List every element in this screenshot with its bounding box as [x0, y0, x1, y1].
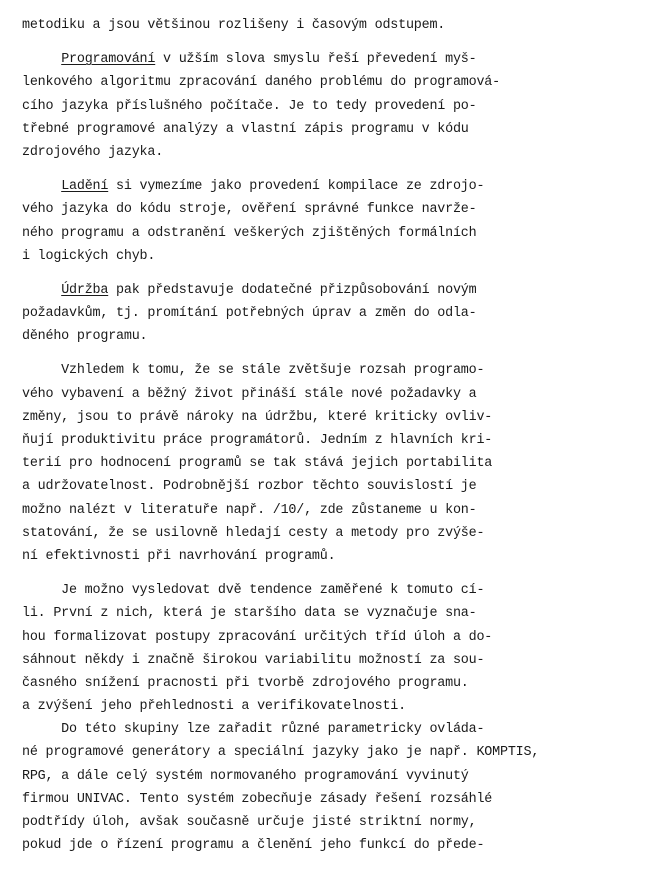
text-line: pokud jde o řízení programu a členění jeho funkcí do přede-: [22, 838, 485, 854]
text-line: možno nalézt v literatuře např. /10/, zde zůstaneme u kon-: [22, 502, 477, 518]
text-line: vého jazyka do kódu stroje, ověření správné funkce navrže-: [22, 202, 477, 218]
text-line: Do této skupiny lze zařadit různé parametricky ovláda-: [22, 722, 485, 738]
text-line: né programové generátory a speciální jazyky jako je např. KOMPTIS,: [22, 745, 540, 761]
text-line: Vzhledem k tomu, že se stále zvětšuje rozsah programo-: [22, 363, 485, 379]
term-ladeni: Ladění: [61, 179, 109, 195]
text-line: RPG, a dále celý systém normovaného programování vyvinutý: [22, 768, 469, 784]
text-line: cího jazyka příslušného počítače. Je to tedy provedení po-: [22, 98, 477, 114]
text-line: statování, že se usilovně hledají cesty a metody pro zvýše-: [22, 525, 485, 541]
text-line: podtřídy úloh, avšak současně určuje jisté striktní normy,: [22, 815, 477, 830]
text-line: li. První z nich, která je staršího data se vyznačuje sna-: [22, 606, 477, 622]
term-programovani: Programování: [61, 52, 156, 68]
text-line: terií pro hodnocení programů se tak stává jejich portabilita: [22, 456, 493, 472]
text-line: hou formalizovat postupy zpracování určitých tříd úloh a do-: [22, 629, 493, 645]
text-line: Údržba pak představuje dodatečné přizpůsobování novým: [61, 282, 477, 298]
paragraph-programovani: [22, 48, 650, 164]
text-line: ňují produktivitu práce programátorů. Jedním z hlavních kri-: [22, 433, 493, 448]
paragraph-udrzba: [22, 279, 650, 349]
paragraph-vzhledem: [22, 359, 650, 568]
text-line: ní efektivnosti při navrhování programů.: [22, 548, 336, 564]
text-line: děného programu.: [22, 329, 148, 345]
text-line: sáhnout někdy i značně širokou variabilitu možností za sou-: [22, 652, 485, 668]
text-line: třebné programové analýzy a vlastní zápis programu v kódu: [22, 121, 469, 137]
text-line: Ladění si vymezíme jako provedení kompilace ze zdrojo-: [61, 179, 485, 195]
text-line: a zvýšení jeho přehlednosti a verifikovatelnosti.: [22, 699, 406, 715]
text-line: Programování v užším slova smyslu řeší převedení myš-: [61, 52, 477, 68]
text-line: Je možno vysledovat dvě tendence zaměřené k tomuto cí-: [22, 583, 485, 599]
text-line: a udržovatelnost. Podrobnější rozbor těchto souvislostí je: [22, 479, 477, 495]
paragraph-ladeni: [22, 175, 650, 268]
text-line: i logických chyb.: [22, 248, 156, 264]
text-line: zdrojového jazyka.: [22, 144, 164, 160]
text-line: metodiku a jsou většinou rozlišeny i časovým odstupem.: [22, 18, 446, 33]
text-line: vého vybavení a běžný život přináší stále nové požadavky a: [22, 386, 477, 402]
paragraph-tendence: [22, 579, 650, 718]
term-udrzba: Údržba: [61, 282, 109, 298]
text-line: lenkového algoritmu zpracování daného problému do programová-: [22, 75, 500, 91]
text-line: firmou UNIVAC. Tento systém zobecňuje zásady řešení rozsáhlé: [22, 791, 493, 807]
paragraph-skupina: [22, 718, 650, 857]
text-line: změny, jsou to právě nároky na údržbu, které kriticky ovliv-: [22, 409, 493, 425]
text-line: časného snížení pracnosti při tvorbě zdrojového programu.: [22, 675, 469, 691]
text-line: požadavkům, tj. promítání potřebných úprav a změn do odla-: [22, 306, 477, 322]
paragraph-intro: [22, 14, 650, 37]
text-line: ného programu a odstranění veškerých zjištěných formálních: [22, 225, 477, 241]
